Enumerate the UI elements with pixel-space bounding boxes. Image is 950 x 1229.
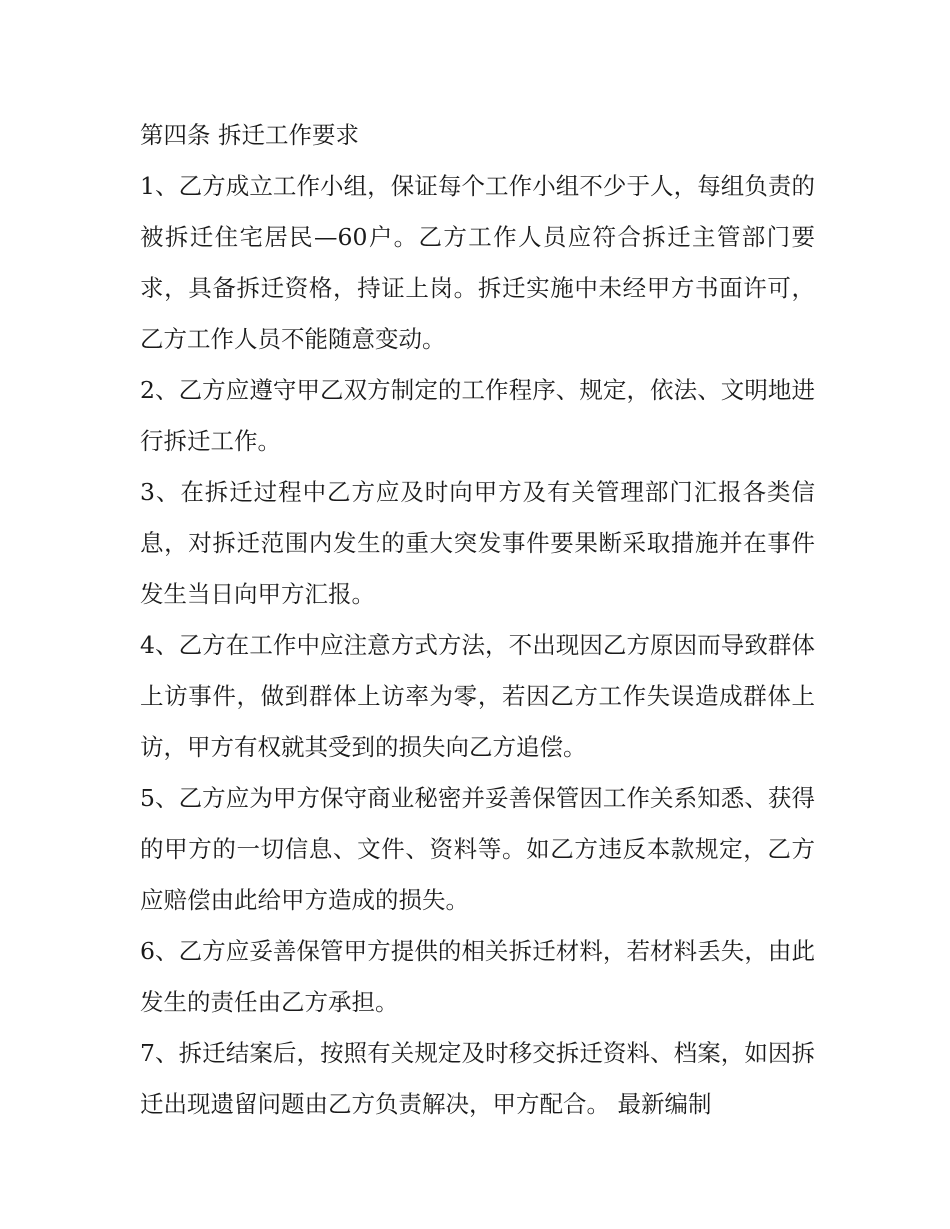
document-body (140, 110, 815, 1130)
paragraph-7: 7、拆迁结案后，按照有关规定及时移交拆迁资料、档案，如因拆迁出现遗留问题由乙方负责解决，甲方配合。 最新编制 (140, 1039, 815, 1118)
section-heading: 第四条 拆迁工作要求 (140, 121, 359, 149)
paragraph-6: 6、乙方应妥善保管甲方提供的相关拆迁材料，若材料丢失，由此发生的责任由乙方承担。 (140, 937, 815, 1016)
paragraph-1: 1、乙方成立工作小组，保证每个工作小组不少于人，每组负责的被拆迁住宅居民—60户。乙方工作人员应符合拆迁主管部门要求，具备拆迁资格，持证上岗。拆迁实施中未经甲方书面许可，乙方工作人员不能随意变动。 (140, 172, 815, 353)
paragraph-5: 5、乙方应为甲方保守商业秘密并妥善保管因工作关系知悉、获得的甲方的一切信息、文件、资料等。如乙方违反本款规定，乙方应赔偿由此给甲方造成的损失。 (140, 784, 815, 914)
paragraph-3: 3、在拆迁过程中乙方应及时向甲方及有关管理部门汇报各类信息，对拆迁范围内发生的重大突发事件要果断采取措施并在事件发生当日向甲方汇报。 (140, 478, 815, 608)
paragraph-4: 4、乙方在工作中应注意方式方法，不出现因乙方原因而导致群体上访事件，做到群体上访率为零，若因乙方工作失误造成群体上访，甲方有权就其受到的损失向乙方追偿。 (140, 631, 815, 761)
paragraph-2: 2、乙方应遵守甲乙双方制定的工作程序、规定，依法、文明地进行拆迁工作。 (140, 376, 815, 455)
